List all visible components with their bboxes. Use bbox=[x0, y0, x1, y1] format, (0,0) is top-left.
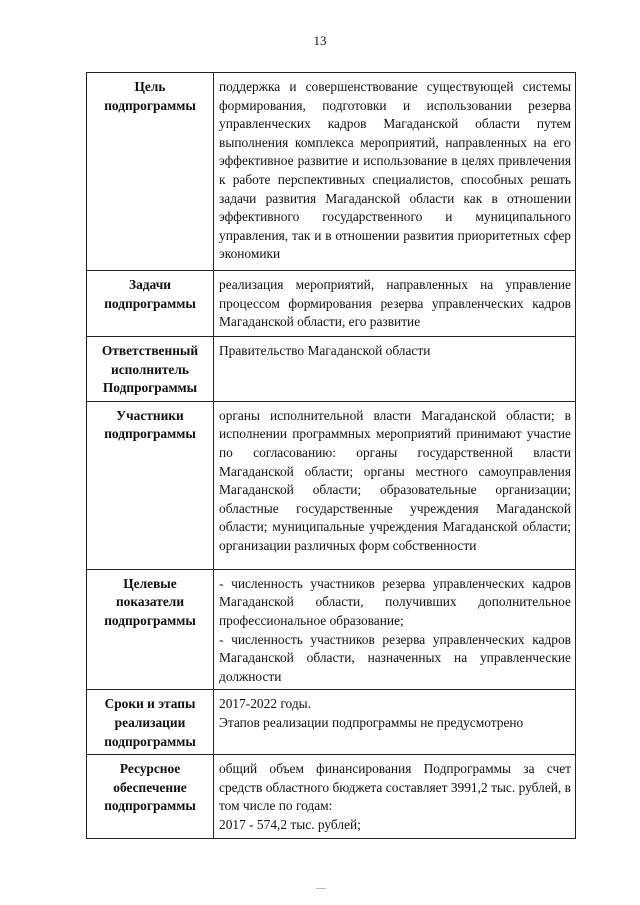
row-resource-support bbox=[87, 755, 576, 838]
row-text: 2017 - 574,2 тыс. рублей; bbox=[219, 816, 361, 832]
row-content bbox=[214, 271, 576, 337]
row-content bbox=[214, 755, 576, 838]
row-participants bbox=[87, 401, 576, 569]
row-text: поддержка и совершенствование существующей системы формирования, подготовки и использовании резерва управленческих кадров Магаданской области путем выполнения комплекса мероприятий, направленных на его эффективное развитие и использование в целях привлечения к работе перспективных специалистов, способных решать задачи развития Магаданской области как в отношении эффективного государственного и муниципального управления, так и в отношении развития приоритетных сфер экономики bbox=[219, 79, 571, 262]
row-content bbox=[214, 401, 576, 569]
row-label: Цель подпрограммы bbox=[87, 73, 214, 271]
row-label: Целевые показатели подпрограммы bbox=[87, 569, 214, 690]
row-label: Ресурсное обеспечение подпрограммы bbox=[87, 755, 214, 838]
row-text: - численность участников резерва управленческих кадров Магаданской области, назначенных на управленческие должности bbox=[219, 631, 571, 684]
subprogram-passport-table bbox=[86, 72, 576, 839]
row-label: Ответственный исполнитель Подпрограммы bbox=[87, 337, 214, 402]
row-text: Правительство Магаданской области bbox=[219, 343, 431, 358]
row-goal bbox=[87, 73, 576, 271]
row-content bbox=[214, 337, 576, 402]
row-text: Этапов реализации подпрограммы не предусмотрено bbox=[219, 714, 524, 730]
row-text: органы исполнительной власти Магаданской области; в исполнении программных мероприятий принимают участие по согласованию: органы государственной власти Магаданской области; органы местного самоуправления Магаданской области; образовательные организации; областные государственные учреждения Магаданской области; муниципальные учреждения Магаданской области; организации различных форм собственности bbox=[219, 407, 571, 553]
scan-artifact bbox=[316, 888, 326, 889]
row-label: Участники подпрограммы bbox=[87, 401, 214, 569]
row-target-indicators bbox=[87, 569, 576, 690]
row-text: 2017-2022 годы. bbox=[219, 696, 311, 712]
row-label: Сроки и этапы реализации подпрограммы bbox=[87, 690, 214, 755]
row-text: общий объем финансирования Подпрограммы за счет средств областного бюджета составляет 3991,2 тыс. рублей, в том числе по годам: bbox=[219, 761, 571, 814]
row-label: Задачи подпрограммы bbox=[87, 271, 214, 337]
row-tasks bbox=[87, 271, 576, 337]
row-text: - численность участников резерва управленческих кадров Магаданской области, получивших дополнительное профессиональное образование; bbox=[219, 575, 571, 628]
row-responsible-executor bbox=[87, 337, 576, 402]
page-number: 13 bbox=[313, 33, 327, 48]
row-content bbox=[214, 569, 576, 690]
row-text: реализация мероприятий, направленных на управление процессом формирования резерва управленческих кадров Магаданской области, его развитие bbox=[219, 277, 571, 330]
row-content bbox=[214, 690, 576, 755]
row-timeline bbox=[87, 690, 576, 755]
row-content bbox=[214, 73, 576, 271]
